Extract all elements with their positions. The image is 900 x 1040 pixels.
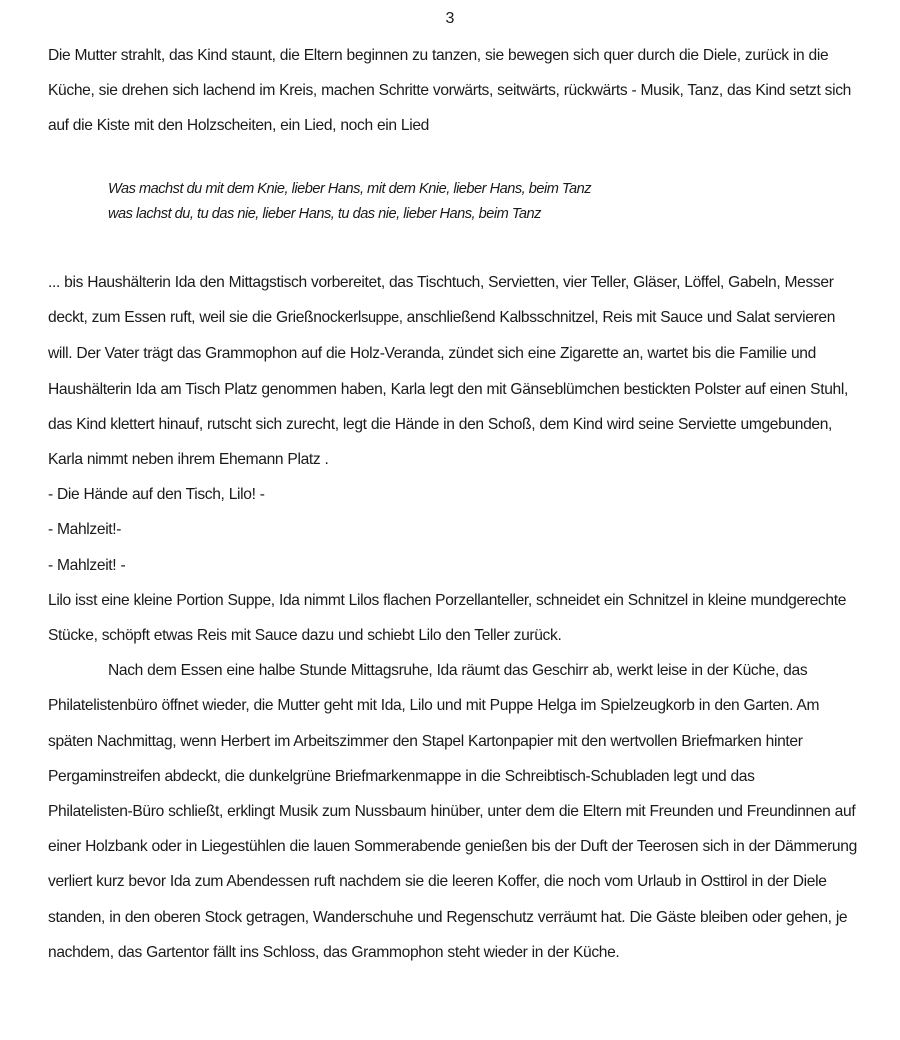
paragraph-dance: Die Mutter strahlt, das Kind staunt, die Eltern beginnen zu tanzen, sie bewegen sich quer durch die Diele, zurück in die Küche, sie drehen sich lachend im Kreis, machen Schritte vorwärts, seitwärts, rückwärts - Musik, Tanz, das Kind setzt sich auf die Kiste mit den Holzscheiten, ein Lied, noch ein Lied [48, 47, 852, 135]
text-block-main [48, 265, 858, 970]
verse-line-2: was lachst du, tu das nie, lieber Hans, tu das nie, lieber Hans, beim Tanz [108, 206, 541, 222]
verse-line-1: Was machst du mit dem Knie, lieber Hans, mit dem Knie, lieber Hans, beim Tanz [108, 181, 592, 197]
dialogue-line-3: - Mahlzeit! - [48, 556, 126, 574]
paragraph-lunch-part-2: anschließend Kalbsschnitzel, Reis mit Sauce und Salat servieren will. Der Vater trägt das Grammophon auf die Holz-Veranda, zündet sich eine Zigarette an, wartet bis die Familie und Haushälterin Ida am Tisch Platz genommen haben, Karla legt den mit Gänseblümchen bestickten Polster auf einen Stuhl, das Kind klettert hinauf, rutscht sich zurecht, legt die Hände in den Schoß, dem Kind wird seine Serviette umgebunden, Karla nimmt neben ihrem Ehemann Platz . [48, 309, 848, 469]
dialogue-line-2: - Mahlzeit!- [48, 521, 122, 539]
text-block-intro [48, 38, 858, 144]
dialogue-line-1: - Die Hände auf den Tisch, Lilo! - [48, 486, 265, 504]
word-suppe: suppe, [361, 310, 403, 327]
paragraph-lunch-part-1: ... bis Haushälterin Ida den Mittagstisch vorbereitet, das Tischtuch, Servietten, vier Teller, Gläser, Löffel, Gabeln, Messer deckt, zum Essen ruft, weil sie die Grießnockerl [48, 274, 834, 327]
paragraph-portion: Lilo isst eine kleine Portion Suppe, Ida nimmt Lilos flachen Porzellanteller, schneidet ein Schnitzel in kleine mundgerechte Stücke, schöpft etwas Reis mit Sauce dazu und schiebt Lilo den Teller zurück. [48, 591, 847, 645]
paragraph-lunch [48, 265, 858, 477]
song-verse [108, 177, 808, 227]
paragraph-afternoon: Nach dem Essen eine halbe Stunde Mittagsruhe, Ida räumt das Geschirr ab, werkt leise in der Küche, das Philatelistenbüro öffnet wieder, die Mutter geht mit Ida, Lilo und mit Puppe Helga im Spielzeugkorb in den Garten. Am späten Nachmittag, wenn Herbert im Arbeitszimmer den Stapel Kartonpapier mit den wertvollen Briefmarken hinter Pergaminstreifen abdeckt, die dunkelgrüne Briefmarkenmappe in die Schreibtisch-Schubladen legt und das [48, 662, 820, 785]
page-number: 3 [445, 10, 455, 27]
paragraph-evening: Philatelisten-Büro schließt, erklingt Musik zum Nussbaum hinüber, unter dem die Eltern mit Freunden und Freundinnen auf einer Holzbank oder in Liegestühlen die lauen Sommerabende genießen bis der Duft der Teerosen sich in der Dämmerung verliert kurz bevor Ida zum Abendessen ruft nachdem sie die leeren Koffer, die noch vom Urlaub in Osttirol in der Diele standen, in den oberen Stock getragen, Wanderschuhe und Regenschutz verräumt hat. Die Gäste bleiben oder gehen, je nachdem, das Gartentor fällt ins Schloss, das Grammophon steht wieder in der Küche. [48, 803, 857, 961]
